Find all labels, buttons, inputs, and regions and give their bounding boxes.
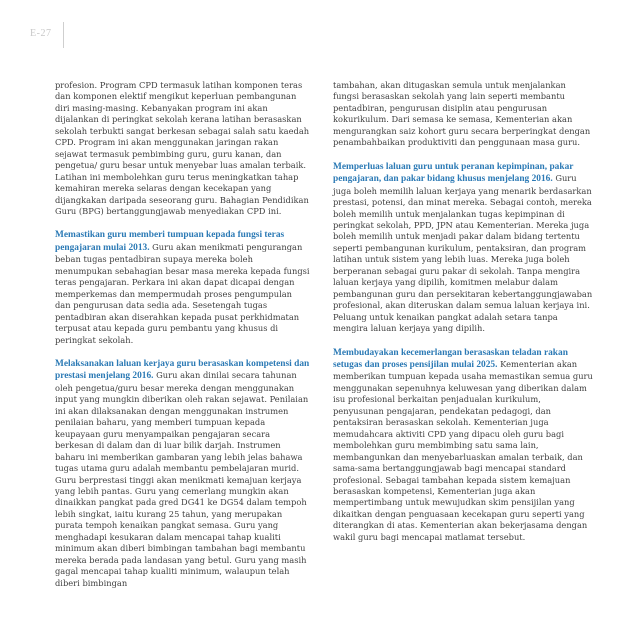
paragraph-cpd: profesion. Program CPD termasuk latihan komponen teras dan komponen elektif mengikut keperluan pembangunan diri masing-masing. Kebanyakan program ini akan dijalankan di peringkat sekolah kerana latihan berasaskan sekolah terbukti sangat berkesan sebagai salah satu kaedah CPD. Program ini akan menggunakan jaringan rakan sejawat termasuk pembimbing guru, guru kanan, dan pengetua/ guru besar untuk menyebar luas amalan terbaik. Latihan ini membolehkan guru terus meningkatkan tahap kemahiran mereka selaras dengan kecekapan yang dijangkakan daripada seseorang guru. Bahagian Pendidikan Guru (BPG) bertanggungjawab menyediakan CPD ini. xyxy=(55,80,310,216)
section-heading: Memastikan guru memberi tumpuan kepada fungsi teras pengajaran mulai 2013. xyxy=(55,230,285,253)
section-body: Kementerian akan memberikan tumpuan kepada usaha memastikan semua guru menggunakan sepenuhnya keluwesan yang diberikan dalam isu profesional berkaitan penjadualan kurikulum, penyusunan pengajaran, pendekatan pedagogi, dan pentaksiran berasaskan sekolah. Kementerian juga memudahcara aktiviti CPD yang dipacu oleh guru bagi membolehkan guru membimbing satu sama lain, membangunkan dan menyebarluaskan amalan terbaik, dan sama-sama bertanggungjawab bagi mencapai standard profesional. Sebagai tambahan kepada sistem kemajuan berasaskan kompetensi, Kementerian juga akan mempertimbang untuk mewujudkan skim pensijilan yang dikaitkan dengan penguasaan kecekapan guru seperti yang diterangkan di atas. Kementerian akan bekerjasama dengan wakil guru bagi mencapai matlamat tersebut. xyxy=(333,358,593,542)
section-leadership-pathway xyxy=(333,161,593,335)
left-column xyxy=(55,80,310,601)
section-heading: Memperluas laluan guru untuk peranan kepimpinan, pakar pengajaran, dan pakar bidang khusus menjelang 2016. xyxy=(333,161,574,185)
section-body: Guru juga boleh memilih laluan kerjaya yang menarik berdasarkan prestasi, potensi, dan minat mereka. Sebagai contoh, mereka boleh memilih untuk menjalankan tugas kepimpinan di peringkat sekolah, PPD, JPN atau Kementerian. Mereka juga boleh memilih untuk menjadi pakar dalam bidang tertentu seperti pembangunan kurikulum, pentaksiran, dan program latihan untuk sistem yang lebih luas. Mereka juga boleh berperanan sebagai guru pakar di sekolah. Tanpa mengira laluan kerjaya yang dipilih, komitmen melabur dalam pembangunan guru dan persekitaran kebertanggungjawaban profesional, akan diteruskan dalam semua laluan kerjaya ini. Peluang untuk kenaikan pangkat adalah setara tanpa mengira laluan kerjaya yang dipilih. xyxy=(333,173,593,334)
section-peer-excellence xyxy=(333,347,593,544)
section-core-teaching xyxy=(55,229,310,346)
section-career-pathway xyxy=(55,358,310,589)
page-number: E-27 xyxy=(30,28,52,39)
section-heading: Membudayakan kecemerlangan berasaskan teladan rakan setugas dan proses pensijilan mulai 2025. xyxy=(333,347,568,370)
header-divider xyxy=(63,22,64,48)
section-body: Guru akan menikmati pengurangan beban tugas pentadbiran supaya mereka boleh menumpukan sebahagian besar masa mereka kepada fungsi teras pengajaran. Perkara ini akan dapat dicapai dengan memperkemas dan mempermudah proses pengumpulan dan pengurusan data sedia ada. Sesetengah tugas pentadbiran akan diserahkan kepada pusat perkhidmatan terpusat atau kepada guru pembantu yang khusus di peringkat sekolah. xyxy=(55,241,310,345)
section-body: Guru akan dinilai secara tahunan oleh pengetua/guru besar mereka dengan menggunakan input yang mungkin diberikan oleh rakan sejawat. Penilaian ini akan dilaksanakan dengan menggunakan instrumen penilaian baharu, yang memberi tumpuan kepada keupayaan guru menyampaikan pengajaran secara berkesan di dalam dan di luar bilik darjah. Instrumen baharu ini memberikan gambaran yang lebih jelas bahawa tugas utama guru adalah membantu pembelajaran murid. Guru berprestasi tinggi akan menikmati kemajuan kerjaya yang lebih pantas. Guru yang cemerlang mungkin akan dinaikkan pangkat pada gred DG41 ke DG54 dalam tempoh lebih singkat, iaitu kurang 25 tahun, yang merupakan purata tempoh kenaikan pangkat semasa. Guru yang menghadapi kesukaran dalam mencapai tahap kualiti minimum akan diberi bimbingan tambahan bagi membantu mereka berada pada landasan yang betul. Guru yang masih gagal mencapai tahap kualiti minimum, walaupun telah diberi bimbingan xyxy=(55,370,309,588)
right-column xyxy=(333,80,593,555)
paragraph-continuation: tambahan, akan ditugaskan semula untuk menjalankan fungsi berasaskan sekolah yang lain seperti membantu pentadbiran, pengurusan disiplin atau pengurusan kokurikulum. Dari semasa ke semasa, Kementerian akan mengurangkan saiz kohort guru secara berperingkat dengan penambahbaikan produktiviti dan penggunaan masa guru. xyxy=(333,80,591,148)
section-heading: Melaksanakan laluan kerjaya guru berasaskan kompetensi dan prestasi menjelang 2016. xyxy=(55,358,310,382)
